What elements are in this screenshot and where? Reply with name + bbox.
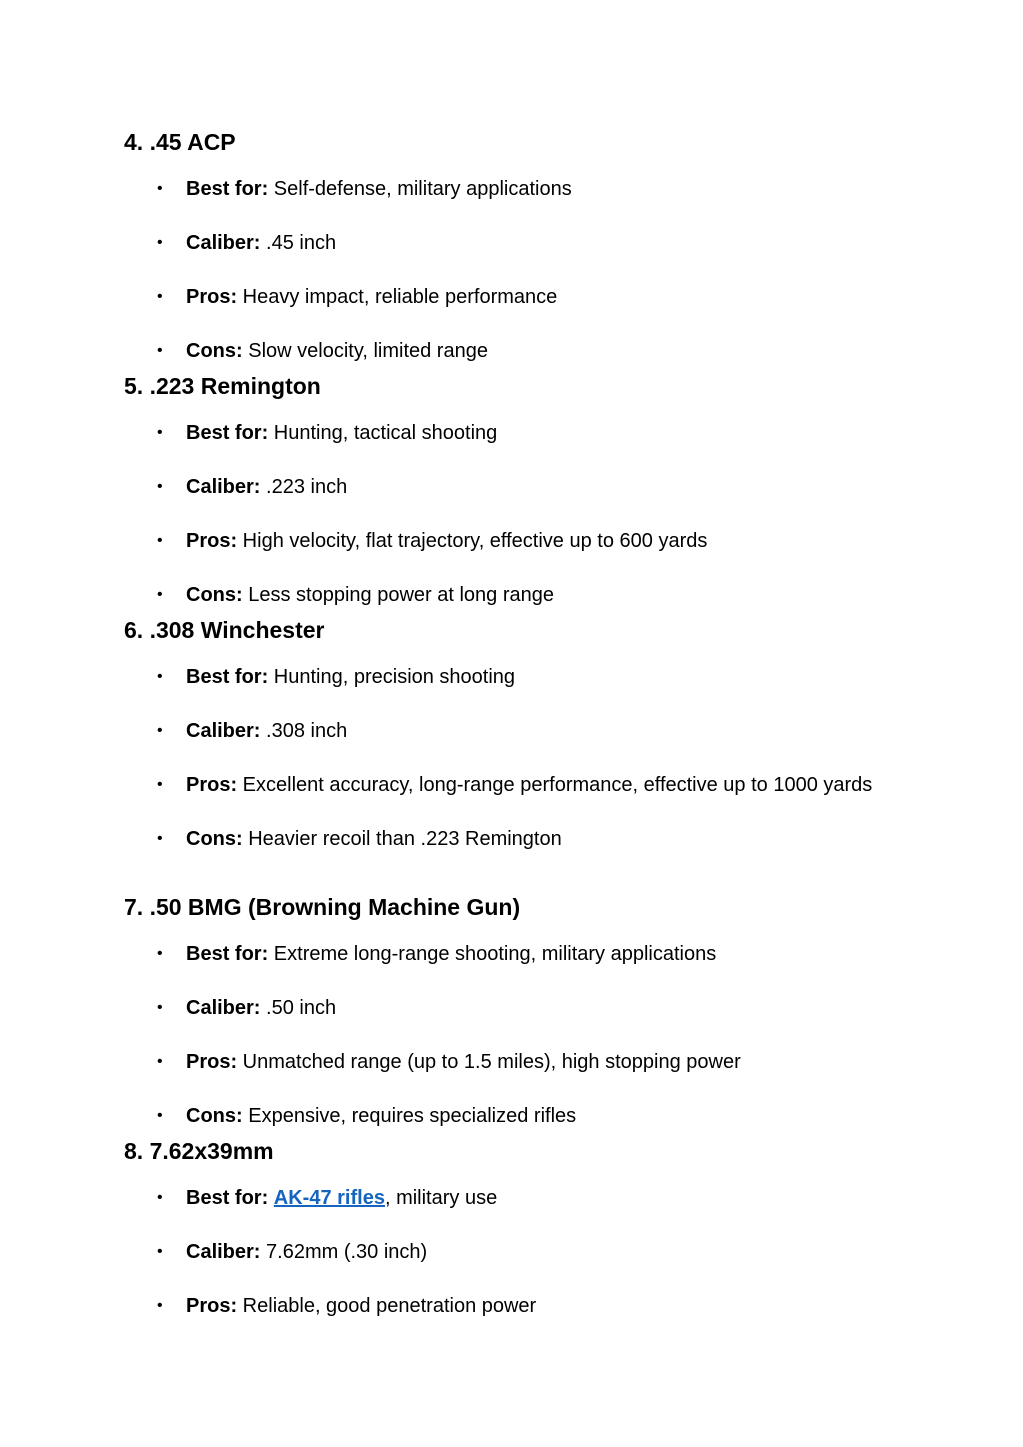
- bullet-list: [124, 416, 904, 612]
- item-text: Reliable, good penetration power: [237, 1295, 537, 1317]
- item-text: 7.62mm (.30 inch): [260, 1241, 428, 1263]
- item-label: Best for:: [186, 1187, 269, 1209]
- bullet-icon: •: [157, 1243, 163, 1260]
- item-text: Hunting, precision shooting: [268, 666, 516, 688]
- list-item: [124, 937, 886, 971]
- item-text: .223 inch: [260, 476, 348, 498]
- bullet-icon: •: [157, 532, 163, 549]
- item-label: Cons:: [186, 1105, 243, 1127]
- bullet-icon: •: [157, 1053, 163, 1070]
- bullet-list: [124, 172, 904, 368]
- item-text: Less stopping power at long range: [242, 584, 554, 606]
- list-item: [124, 1099, 886, 1133]
- item-text: High velocity, flat trajectory, effective up to 600 yards: [237, 530, 708, 552]
- item-text: Self-defense, military applications: [268, 178, 572, 200]
- item-label: Best for:: [186, 422, 269, 444]
- section-223-remington: [124, 372, 904, 612]
- item-label: Best for:: [186, 666, 269, 688]
- bullet-icon: •: [157, 999, 163, 1016]
- item-text: , military use: [384, 1187, 498, 1209]
- list-item: [124, 416, 886, 450]
- bullet-icon: •: [157, 830, 163, 847]
- list-item: [124, 991, 886, 1025]
- ak47-rifles-link[interactable]: AK-47 rifles: [273, 1187, 385, 1209]
- list-item: [124, 822, 886, 856]
- list-item: [124, 660, 886, 694]
- list-item: [124, 280, 886, 314]
- bullet-icon: •: [157, 586, 163, 603]
- item-label: Pros:: [186, 286, 238, 308]
- item-label: Caliber:: [186, 476, 261, 498]
- bullet-icon: •: [157, 424, 163, 441]
- list-item: [124, 470, 886, 504]
- item-text: Heavier recoil than .223 Remington: [242, 828, 562, 850]
- item-label: Best for:: [186, 178, 269, 200]
- list-item: [124, 714, 886, 748]
- list-item: [124, 768, 886, 802]
- item-text: Excellent accuracy, long-range performance, effective up to 1000 yards: [237, 774, 873, 796]
- bullet-icon: •: [157, 478, 163, 495]
- list-item: [124, 1289, 886, 1323]
- bullet-list: [124, 937, 904, 1133]
- bullet-icon: •: [157, 288, 163, 305]
- section-heading: 8. 7.62x39mm: [124, 1138, 274, 1164]
- bullet-list: [124, 1181, 904, 1323]
- bullet-icon: •: [157, 180, 163, 197]
- bullet-icon: •: [157, 668, 163, 685]
- item-label: Cons:: [186, 584, 243, 606]
- item-text: Hunting, tactical shooting: [268, 422, 498, 444]
- section-45-acp: [124, 128, 904, 368]
- list-item: [124, 1235, 886, 1269]
- item-label: Pros:: [186, 530, 238, 552]
- bullet-icon: •: [157, 342, 163, 359]
- item-text: Heavy impact, reliable performance: [237, 286, 558, 308]
- item-text: .45 inch: [260, 232, 337, 254]
- item-label: Caliber:: [186, 997, 261, 1019]
- bullet-icon: •: [157, 945, 163, 962]
- bullet-icon: •: [157, 1189, 163, 1206]
- section-heading: 4. .45 ACP: [124, 129, 236, 155]
- item-label: Caliber:: [186, 232, 261, 254]
- section-heading: 6. .308 Winchester: [124, 617, 325, 643]
- list-item: [124, 524, 886, 558]
- bullet-icon: •: [157, 1297, 163, 1314]
- item-text: .50 inch: [260, 997, 337, 1019]
- item-label: Cons:: [186, 828, 243, 850]
- item-label: Pros:: [186, 1051, 238, 1073]
- item-label: Best for:: [186, 943, 269, 965]
- item-label: Caliber:: [186, 1241, 261, 1263]
- list-item: [124, 1045, 886, 1079]
- bullet-icon: •: [157, 722, 163, 739]
- item-label: Pros:: [186, 1295, 238, 1317]
- bullet-icon: •: [157, 234, 163, 251]
- item-text: Slow velocity, limited range: [242, 340, 488, 362]
- item-label: Cons:: [186, 340, 243, 362]
- section-762x39mm: [124, 1137, 904, 1323]
- bullet-icon: •: [157, 1107, 163, 1124]
- item-label: Caliber:: [186, 720, 261, 742]
- list-item: [124, 578, 886, 612]
- bullet-list: [124, 660, 904, 856]
- item-text: .308 inch: [260, 720, 348, 742]
- list-item: [124, 334, 886, 368]
- section-50-bmg: [124, 893, 904, 1133]
- list-item: [124, 226, 886, 260]
- item-label: Pros:: [186, 774, 238, 796]
- section-308-winchester: [124, 616, 904, 856]
- bullet-icon: •: [157, 776, 163, 793]
- item-text: Extreme long-range shooting, military applications: [268, 943, 717, 965]
- item-text: Unmatched range (up to 1.5 miles), high stopping power: [237, 1051, 741, 1073]
- section-heading: 5. .223 Remington: [124, 373, 321, 399]
- list-item: [124, 172, 886, 206]
- list-item: [124, 1181, 886, 1215]
- item-text: Expensive, requires specialized rifles: [242, 1105, 577, 1127]
- section-heading: 7. .50 BMG (Browning Machine Gun): [124, 894, 521, 920]
